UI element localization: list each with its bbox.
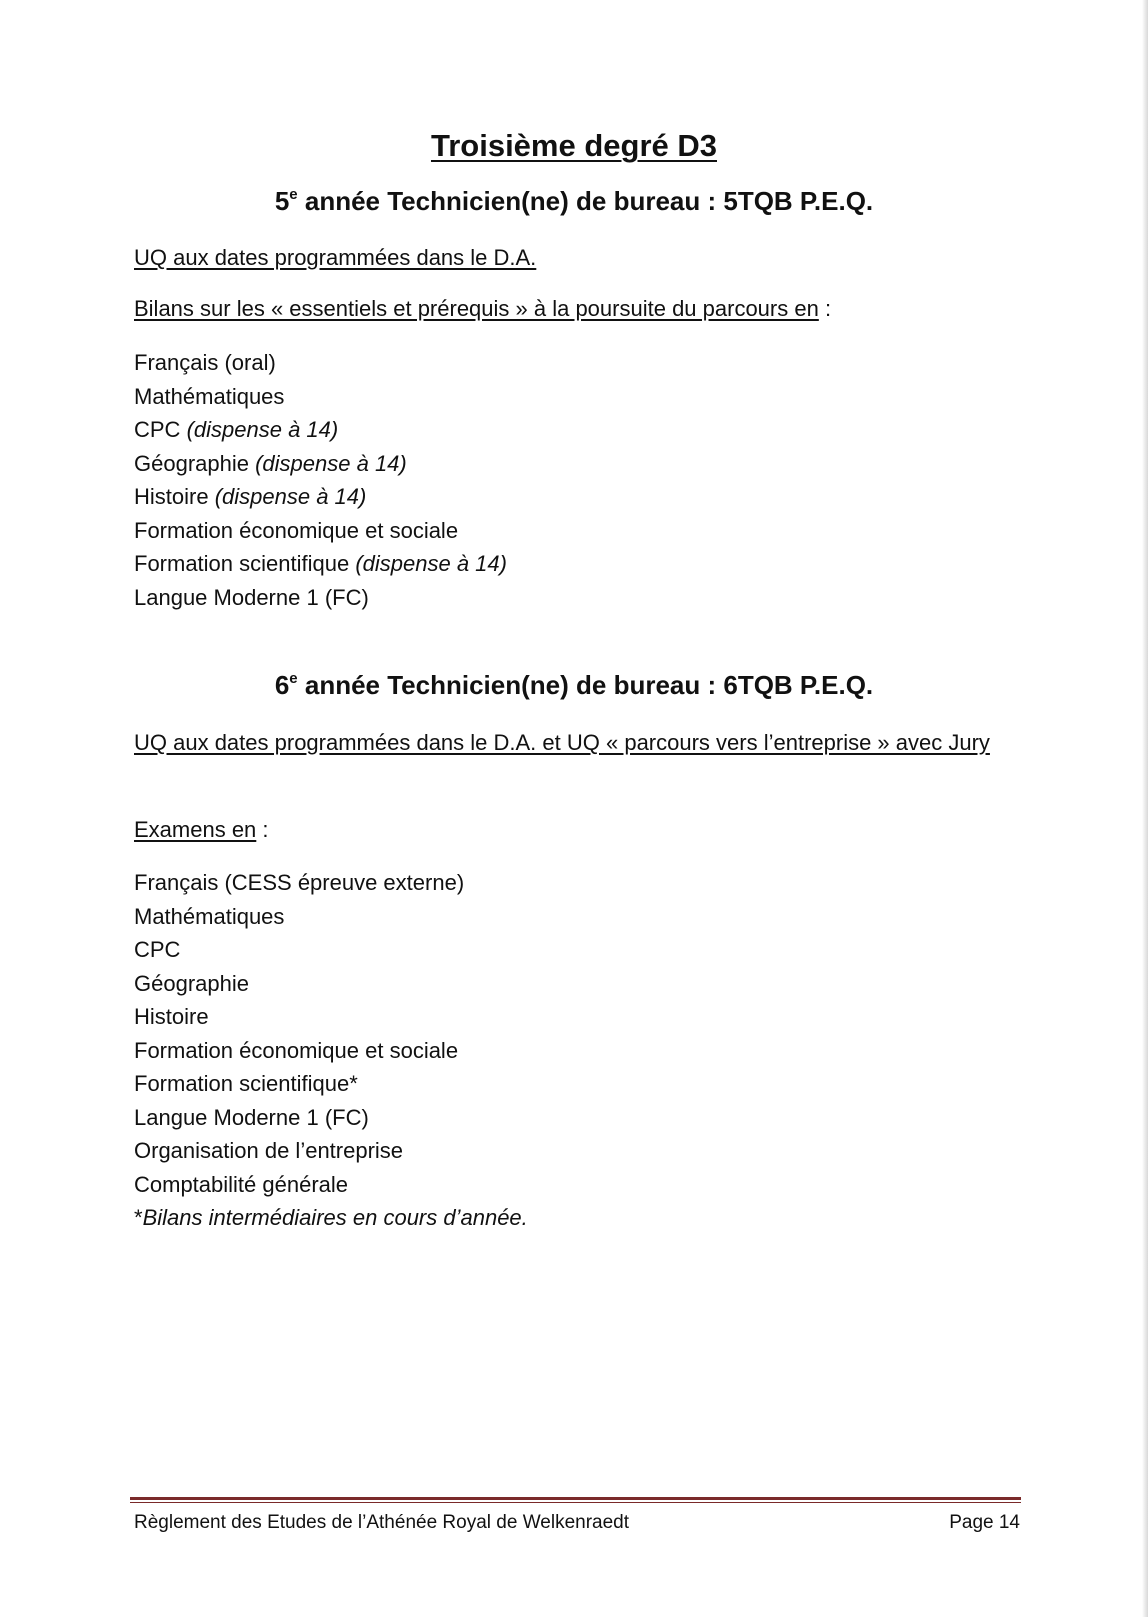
list-item (134, 1000, 954, 1034)
heading-superscript: e (289, 670, 298, 687)
bilans-intro-underlined: Bilans sur les « essentiels et prérequis » à la poursuite du parcours en (134, 296, 819, 321)
list-item (134, 967, 954, 1001)
subject-name: Histoire (134, 1004, 209, 1029)
subject-note: (dispense à 14) (255, 450, 407, 476)
uq-line-5tqb (134, 241, 1014, 275)
uq-text: UQ aux dates programmées dans le D.A. (134, 245, 537, 270)
footnote (134, 1201, 954, 1235)
subject-name: Français (oral) (134, 350, 276, 375)
heading-text: année Technicien(ne) de bureau : 5TQB P.E.Q. (297, 186, 874, 216)
subject-name: Langue Moderne 1 (FC) (134, 1104, 369, 1130)
list-item (134, 1067, 954, 1101)
section-heading-5tqb (0, 186, 1148, 217)
heading-superscript: e (289, 186, 298, 203)
list-item (134, 447, 954, 481)
subject-list-6tqb (134, 866, 954, 1235)
list-item (134, 413, 954, 447)
subject-name: Formation économique et sociale (134, 517, 459, 543)
subject-name: Mathématiques (134, 383, 285, 409)
subject-note: (dispense à 14) (214, 484, 367, 509)
subject-name: Formation scientifique* (134, 1071, 358, 1096)
list-item (134, 581, 954, 615)
footnote-marker: * (134, 1205, 143, 1230)
subject-note: (dispense à 14) (186, 417, 339, 442)
uq-line-6tqb (134, 726, 994, 760)
subject-name: Géographie (134, 970, 249, 996)
subject-name: Organisation de l’entreprise (134, 1138, 404, 1163)
bilans-intro (134, 292, 1014, 326)
list-item (134, 380, 954, 414)
page-title: Troisième degré D3 (430, 128, 717, 163)
bilans-intro-suffix: : (818, 296, 832, 321)
page-edge-shadow (1142, 0, 1148, 1617)
list-item (134, 514, 954, 548)
subject-list-5tqb (134, 346, 954, 614)
list-item (134, 933, 954, 967)
heading-number: 6 (274, 670, 290, 700)
subject-name: CPC (134, 937, 181, 962)
heading-text: année Technicien(ne) de bureau : 6TQB P.E.Q. (297, 670, 874, 700)
subject-name: Mathématiques (134, 903, 285, 929)
list-item (134, 866, 954, 900)
subject-name: Langue Moderne 1 (FC) (134, 584, 369, 610)
examens-intro-underlined: Examens en (134, 817, 257, 842)
footer-rule-thin (130, 1502, 1021, 1503)
subject-name: Formation économique et sociale (134, 1037, 459, 1063)
subject-note: (dispense à 14) (355, 551, 507, 576)
list-item (134, 480, 954, 514)
page-number: Page 14 (949, 1512, 1020, 1533)
uq-text: UQ aux dates programmées dans le D.A. et UQ « parcours vers l’entreprise » avec Jury (134, 730, 990, 755)
list-item (134, 900, 954, 934)
footer-rule-thick (130, 1497, 1021, 1500)
list-item (134, 1134, 954, 1168)
list-item (134, 346, 954, 380)
subject-name: Formation scientifique (134, 551, 356, 576)
subject-name: CPC (134, 417, 187, 442)
examens-intro-suffix: : (256, 817, 269, 842)
footer-document-title: Règlement des Etudes de l’Athénée Royal de Welkenraedt (134, 1512, 630, 1533)
subject-name: Géographie (134, 450, 256, 476)
section-heading-6tqb (0, 670, 1148, 701)
footnote-text: Bilans intermédiaires en cours d’année. (142, 1205, 528, 1230)
heading-number: 5 (274, 186, 290, 216)
list-item (134, 547, 954, 581)
list-item (134, 1168, 954, 1202)
subject-name: Histoire (134, 484, 215, 509)
list-item (134, 1034, 954, 1068)
examens-intro (134, 813, 1014, 847)
list-item (134, 1101, 954, 1135)
subject-name: Français (CESS épreuve externe) (134, 870, 465, 895)
subject-name: Comptabilité générale (134, 1171, 349, 1197)
